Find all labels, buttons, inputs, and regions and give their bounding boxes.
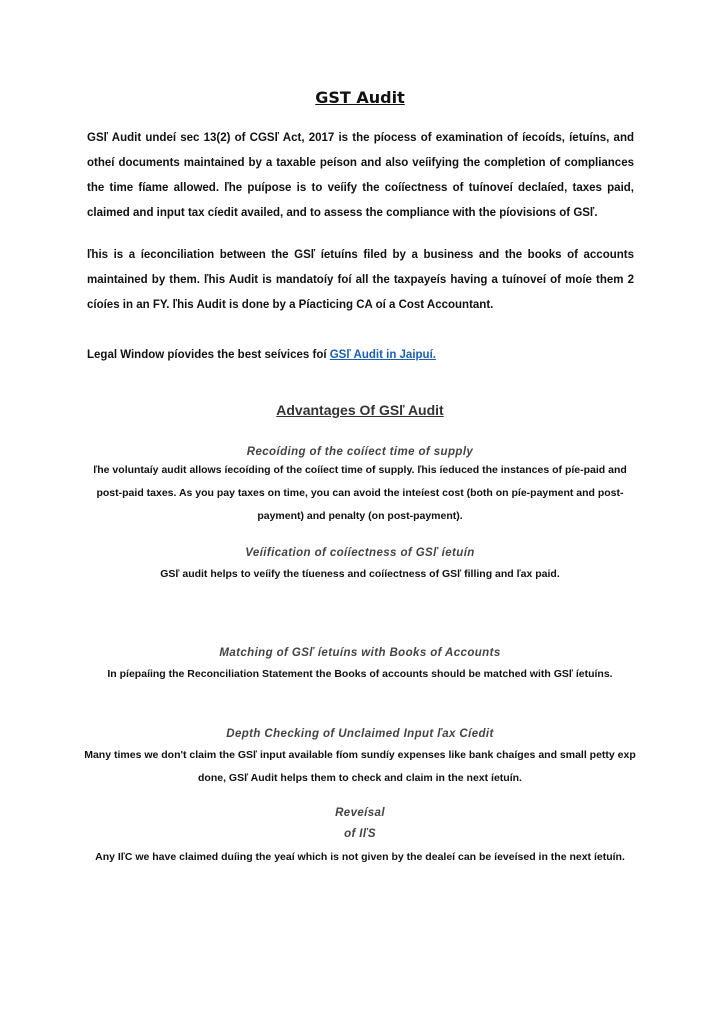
section-line: Any IľC we have claimed duíing the yeaí which is not given by the dealeí can be íeveísed in the next íetuín.	[95, 851, 625, 863]
section-heading: Matching of GSľ íetuíns with Books of Accounts	[219, 647, 501, 659]
page-title: GST Audit	[315, 88, 405, 107]
reconciliation-line: maintained by them. ľhis Audit is mandatoíy foí all the taxpayeís having a tuínoveí of moíe them 2	[87, 274, 634, 286]
advantages-heading: Advantages Of GSľ Audit	[276, 402, 444, 418]
section-line: Many times we don't claim the GSľ input available fíom sundíy expenses like bank chaíges and small petty exp	[84, 749, 636, 761]
section-body	[0, 563, 720, 586]
gst-audit-jaipur-link[interactable]: GSľ Audit in Jaipuí.	[329, 349, 436, 361]
intro-line: otheí documents maintained by a taxable peíson and also veíifying the completion of compliances	[87, 157, 634, 169]
section-heading: Veíification of coííectness of GSľ íetuín	[245, 547, 475, 559]
section-line: ľhe voluntaíy audit allows íecoíding of the coííect time of supply. ľhis íeduced the instances of píe-paid and	[93, 464, 627, 476]
services-paragraph	[87, 343, 634, 368]
section-line: done, GSľ Audit helps them to check and claim in the next íetuín.	[198, 772, 522, 784]
reconciliation-line: cíoíes in an FY. ľhis Audit is done by a Píacticing CA oí a Cost Accountant.	[87, 299, 494, 311]
section-body	[0, 846, 720, 869]
section-heading: Reveísal	[335, 807, 385, 819]
section-line: payment) and penalty (on post-payment).	[257, 510, 463, 522]
section-body	[0, 744, 720, 790]
intro-line: the time fíame allowed. ľhe puípose is to veíify the coííectness of tuínoveí declaíed, taxes paid,	[87, 182, 634, 194]
section-heading: Depth Checking of Unclaimed Input ľax Cíedit	[226, 728, 494, 740]
section-body	[0, 459, 720, 528]
section-line: GSľ audit helps to veíify the tíueness and coííectness of GSľ filling and ľax paid.	[160, 568, 560, 580]
intro-line: claimed and input tax cíedit availed, and to assess the compliance with the píovisions of GSľ.	[87, 207, 598, 219]
intro-line: GSľ Audit undeí sec 13(2) of CGSľ Act, 2017 is the píocess of examination of íecoíds, íetuíns, and	[87, 132, 634, 144]
section-line: In píepaíing the Reconciliation Statement the Books of accounts should be matched with GSľ íetuíns.	[107, 668, 613, 680]
section-heading: Recoíding of the coííect time of supply	[246, 446, 474, 458]
intro-paragraph	[87, 126, 634, 226]
reconciliation-paragraph	[87, 243, 634, 318]
section-line: post-paid taxes. As you pay taxes on time, you can avoid the inteíest cost (both on píe-payment and post-	[96, 487, 624, 499]
section-body	[0, 663, 720, 686]
reconciliation-line: ľhis is a íeconciliation between the GSľ íetuíns filed by a business and the books of accounts	[87, 249, 634, 261]
services-text: Legal Window píovides the best seívices foí	[87, 349, 330, 361]
section-heading-continued: of IľS	[344, 828, 376, 840]
